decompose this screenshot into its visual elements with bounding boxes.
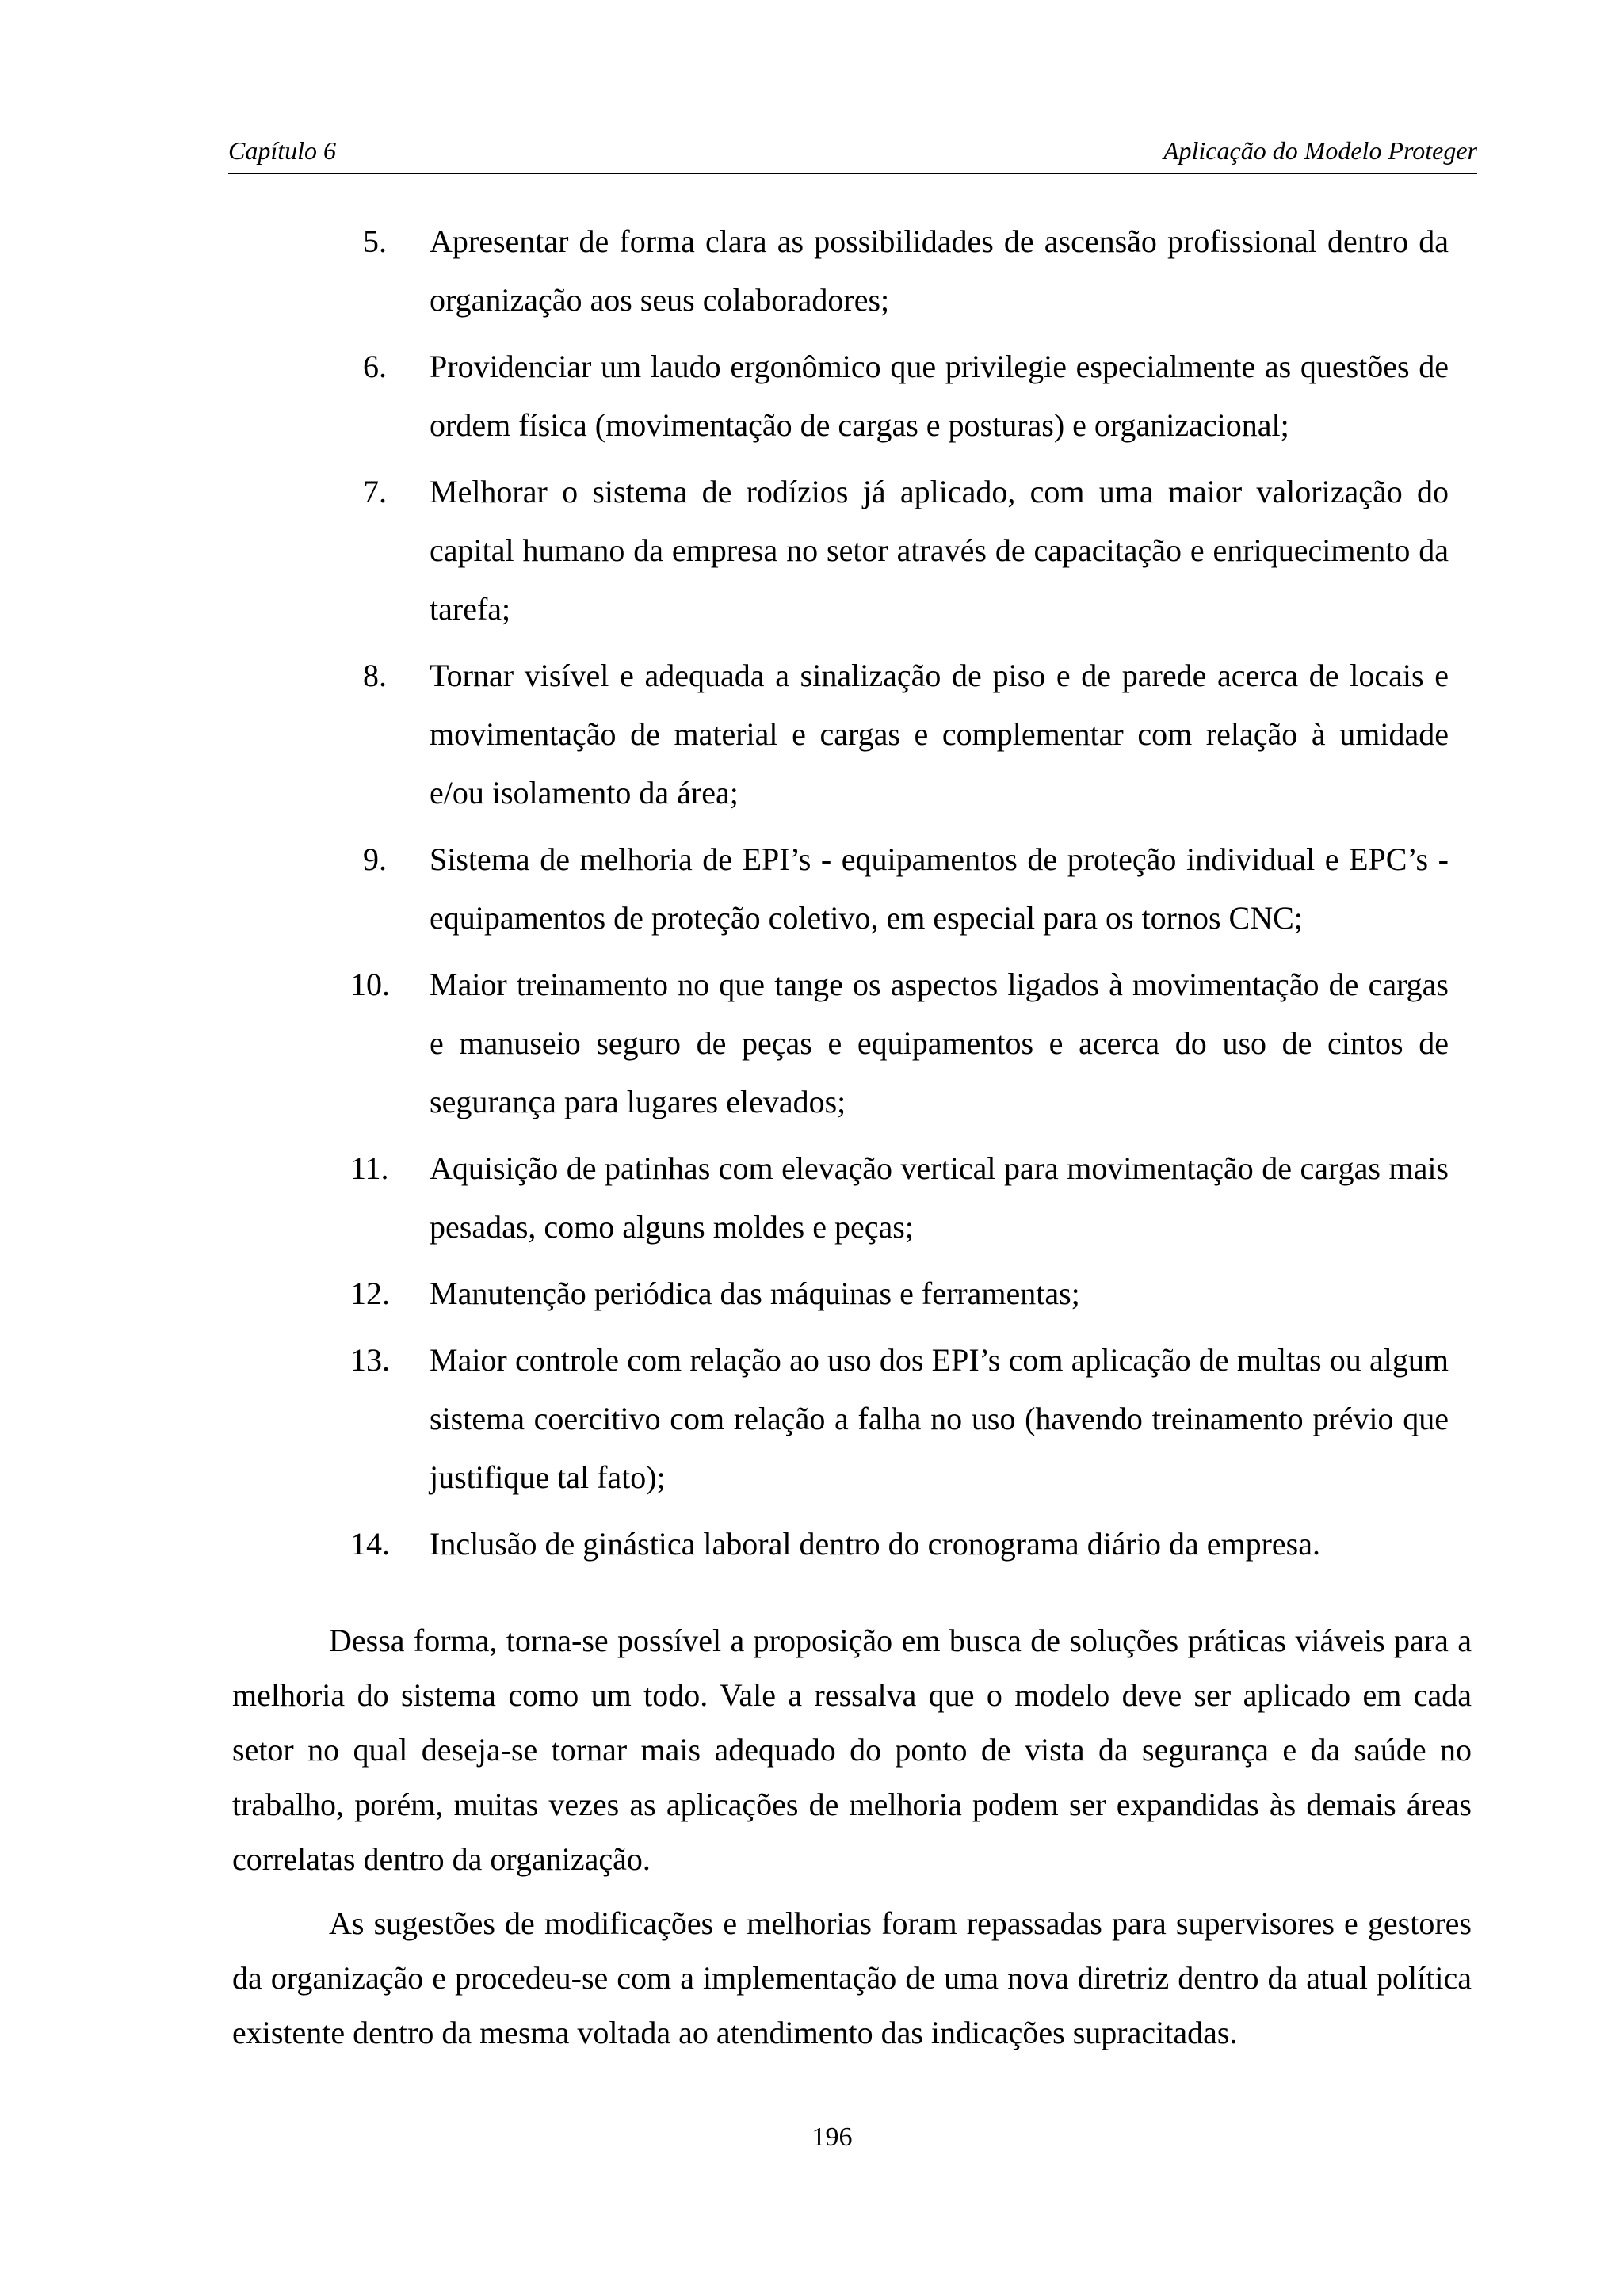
list-item-number: 6.: [363, 349, 387, 384]
body-text: [232, 1613, 1472, 2069]
list-item-text: Maior treinamento no que tange os aspectos ligados à movimentação de cargas e manuseio seguro de peças e equipamentos e acerca do uso de cintos de segurança para lugares elevados;: [430, 967, 1449, 1119]
list-item-number: 13.: [350, 1342, 390, 1378]
list-item-text: Inclusão de ginástica laboral dentro do cronograma diário da empresa.: [430, 1526, 1321, 1562]
list-item: [350, 1139, 1449, 1257]
list-item: [350, 1264, 1449, 1323]
list-item-text: Sistema de melhoria de EPI’s - equipamentos de proteção individual e EPC’s - equipamentos de proteção coletivo, em especial para os tornos CNC;: [430, 841, 1449, 936]
list-item: [350, 1331, 1449, 1507]
list-item-number: 8.: [363, 658, 387, 693]
list-item: [350, 1515, 1449, 1573]
list-item: [363, 338, 1449, 455]
list-item-number: 5.: [363, 223, 387, 259]
list-item-number: 7.: [363, 474, 387, 509]
list-item-text: Apresentar de forma clara as possibilidades de ascensão profissional dentro da organização aos seus colaboradores;: [430, 223, 1449, 318]
list-item-text: Manutenção periódica das máquinas e ferramentas;: [430, 1276, 1080, 1311]
section-title: Aplicação do Modelo Proteger: [1163, 136, 1477, 165]
list-item-number: 10.: [350, 967, 390, 1002]
list-item-text: Aquisição de patinhas com elevação vertical para movimentação de cargas mais pesadas, como alguns moldes e peças;: [430, 1150, 1449, 1245]
recommendation-list: [350, 212, 1449, 1581]
list-item: [363, 463, 1449, 639]
list-item-number: 11.: [350, 1150, 389, 1186]
page-number: 196: [812, 2122, 853, 2152]
list-item-text: Providenciar um laudo ergonômico que privilegie especialmente as questões de ordem física (movimentação de cargas e posturas) e organizacional;: [430, 349, 1449, 443]
list-item-text: Tornar visível e adequada a sinalização de piso e de parede acerca de locais e movimentação de material e cargas e complementar com relação à umidade e/ou isolamento da área;: [430, 658, 1449, 810]
list-item-number: 14.: [350, 1526, 390, 1562]
list-item-text: Maior controle com relação ao uso dos EPI’s com aplicação de multas ou algum sistema coercitivo com relação a falha no uso (havendo treinamento prévio que justifique tal fato);: [430, 1342, 1449, 1495]
list-item: [363, 830, 1449, 948]
list-item-number: 12.: [350, 1276, 390, 1311]
list-item-number: 9.: [363, 841, 387, 877]
list-item: [350, 955, 1449, 1131]
paragraph: Dessa forma, torna-se possível a proposição em busca de soluções práticas viáveis para a melhoria do sistema como um todo. Vale a ressalva que o modelo deve ser aplicado em cada setor no qual deseja-se tornar mais adequado do ponto de vista da segurança e da saúde no trabalho, porém, muitas vezes as aplicações de melhoria podem ser expandidas às demais áreas correlatas dentro da organização.: [232, 1623, 1472, 1877]
chapter-label: Capítulo 6: [228, 136, 337, 165]
list-item-text: Melhorar o sistema de rodízios já aplicado, com uma maior valorização do capital humano da empresa no setor através de capacitação e enriquecimento da tarefa;: [430, 474, 1449, 627]
paragraph: As sugestões de modificações e melhorias foram repassadas para supervisores e gestores da organização e procedeu-se com a implementação de uma nova diretriz dentro da atual política existente dentro da mesma voltada ao atendimento das indicações supracitadas.: [232, 1905, 1472, 2050]
list-item: [363, 646, 1449, 822]
running-header: [228, 133, 1477, 174]
list-item: [363, 212, 1449, 330]
